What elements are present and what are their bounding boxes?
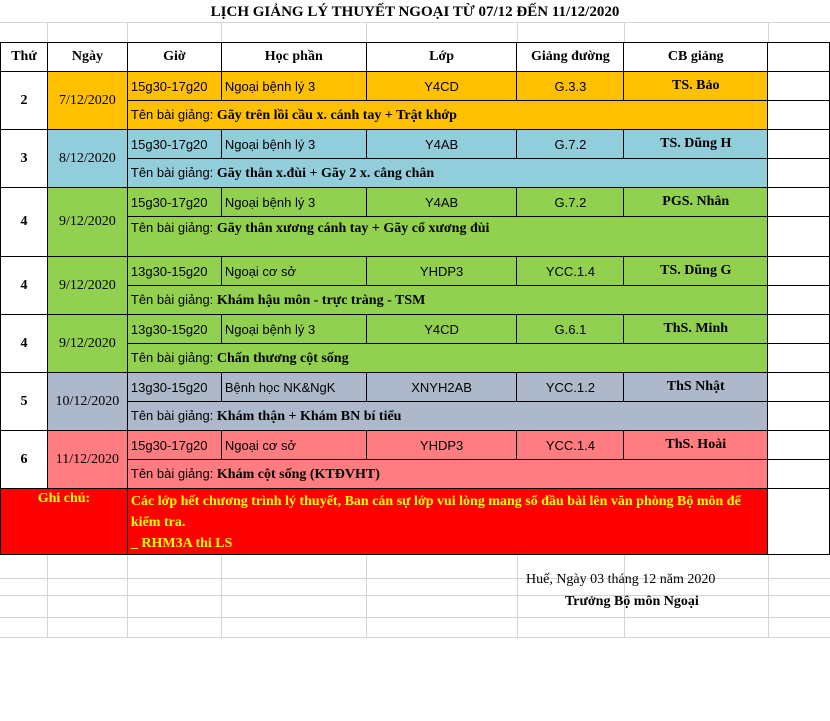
empty-cell[interactable] xyxy=(768,431,830,460)
lecturer-cell[interactable]: TS. Dũng H xyxy=(624,130,768,159)
header-cb-giang[interactable]: CB giảng xyxy=(624,43,768,72)
class-cell[interactable]: XNYH2AB xyxy=(366,373,517,402)
note-text[interactable] xyxy=(127,489,767,555)
empty-cell[interactable] xyxy=(768,257,830,286)
header-thu[interactable]: Thứ xyxy=(1,43,48,72)
lesson-title: Gãy thân x.đùi + Gãy 2 x. cẳng chân xyxy=(216,165,435,181)
class-cell[interactable]: Y4CD xyxy=(366,315,517,344)
empty-cell[interactable] xyxy=(768,286,830,315)
lecturer-cell[interactable]: TS. Dũng G xyxy=(624,257,768,286)
class-cell[interactable]: Y4AB xyxy=(366,130,517,159)
thu-cell[interactable]: 4 xyxy=(1,315,48,373)
thu-cell[interactable]: 4 xyxy=(1,188,48,257)
lesson-prefix: Tên bài giảng: xyxy=(130,291,217,307)
lesson-title: Gãy thân xương cánh tay + Gãy cổ xương đùi xyxy=(216,221,490,236)
header-gio[interactable]: Giờ xyxy=(127,43,221,72)
date-cell[interactable]: 9/12/2020 xyxy=(47,257,127,315)
course-cell[interactable]: Ngoại cơ sở xyxy=(221,431,366,460)
time-cell[interactable]: 15g30-17g20 xyxy=(127,431,221,460)
empty-cell[interactable] xyxy=(768,217,830,257)
course-cell[interactable]: Ngoại cơ sở xyxy=(221,257,366,286)
empty-cell[interactable] xyxy=(768,489,830,555)
footer-date: Huế, Ngày 03 tháng 12 năm 2020 xyxy=(526,572,716,587)
lecturer-cell[interactable]: ThS Nhật xyxy=(624,373,768,402)
lesson-cell[interactable] xyxy=(127,402,767,431)
note-row xyxy=(1,489,830,555)
course-cell[interactable]: Ngoại bệnh lý 3 xyxy=(221,188,366,217)
lecturer-cell[interactable]: ThS. Minh xyxy=(624,315,768,344)
class-cell[interactable]: YHDP3 xyxy=(366,431,517,460)
schedule-table xyxy=(0,42,830,555)
page-title: LỊCH GIẢNG LÝ THUYẾT NGOẠI TỪ 07/12 ĐẾN 11/12/2020 xyxy=(210,4,620,20)
course-cell[interactable]: Bệnh học NK&NgK xyxy=(221,373,366,402)
schedule-row xyxy=(1,315,830,344)
room-cell[interactable]: G.7.2 xyxy=(517,130,624,159)
note-line-2: _ RHM3A thi LS xyxy=(130,536,233,551)
date-cell[interactable]: 10/12/2020 xyxy=(47,373,127,431)
lesson-cell[interactable] xyxy=(127,344,767,373)
empty-cell[interactable] xyxy=(768,101,830,130)
room-cell[interactable]: G.6.1 xyxy=(517,315,624,344)
empty-cell[interactable] xyxy=(768,130,830,159)
lecturer-cell[interactable]: TS. Bảo xyxy=(624,72,768,101)
time-cell[interactable]: 15g30-17g20 xyxy=(127,72,221,101)
thu-cell[interactable]: 6 xyxy=(1,431,48,489)
lesson-title: Gãy trên lồi cầu x. cánh tay + Trật khớp xyxy=(216,107,457,123)
header-lop[interactable]: Lớp xyxy=(366,43,517,72)
class-cell[interactable]: YHDP3 xyxy=(366,257,517,286)
date-cell[interactable]: 9/12/2020 xyxy=(47,315,127,373)
lesson-title: Khám hậu môn - trực tràng - TSM xyxy=(216,292,426,308)
thu-cell[interactable]: 5 xyxy=(1,373,48,431)
lesson-cell[interactable] xyxy=(127,286,767,315)
thu-cell[interactable]: 3 xyxy=(1,130,48,188)
room-cell[interactable]: G.3.3 xyxy=(517,72,624,101)
thu-cell[interactable]: 4 xyxy=(1,257,48,315)
lesson-prefix: Tên bài giảng: xyxy=(130,106,217,122)
header-giang-duong[interactable]: Giảng đường xyxy=(517,43,624,72)
lecturer-cell[interactable]: PGS. Nhân xyxy=(624,188,768,217)
course-cell[interactable]: Ngoại bệnh lý 3 xyxy=(221,130,366,159)
room-cell[interactable]: YCC.1.4 xyxy=(517,257,624,286)
empty-cell[interactable] xyxy=(768,72,830,101)
lesson-cell[interactable] xyxy=(127,159,767,188)
header-ngay[interactable]: Ngày xyxy=(47,43,127,72)
date-cell[interactable]: 9/12/2020 xyxy=(47,188,127,257)
empty-cell[interactable] xyxy=(768,344,830,373)
time-cell[interactable]: 13g30-15g20 xyxy=(127,257,221,286)
lesson-cell[interactable] xyxy=(127,460,767,489)
time-cell[interactable]: 15g30-17g20 xyxy=(127,188,221,217)
lesson-prefix: Tên bài giảng: xyxy=(130,465,217,481)
class-cell[interactable]: Y4CD xyxy=(366,72,517,101)
course-cell[interactable]: Ngoại bệnh lý 3 xyxy=(221,315,366,344)
empty-cell[interactable] xyxy=(768,159,830,188)
lesson-title: Khám thận + Khám BN bí tiểu xyxy=(216,408,402,424)
lesson-title: Chấn thương cột sống xyxy=(216,350,349,366)
table-header-row xyxy=(1,43,830,72)
empty-cell[interactable] xyxy=(768,373,830,402)
lesson-prefix: Tên bài giảng: xyxy=(130,220,217,235)
empty-cell[interactable] xyxy=(768,460,830,489)
note-label[interactable]: Ghi chú: xyxy=(1,489,128,555)
thu-cell[interactable]: 2 xyxy=(1,72,48,130)
empty-cell[interactable] xyxy=(768,43,830,72)
empty-cell[interactable] xyxy=(768,315,830,344)
time-cell[interactable]: 13g30-15g20 xyxy=(127,315,221,344)
course-cell[interactable]: Ngoại bệnh lý 3 xyxy=(221,72,366,101)
schedule-row xyxy=(1,373,830,402)
schedule-row xyxy=(1,431,830,460)
schedule-row xyxy=(1,188,830,217)
time-cell[interactable]: 13g30-15g20 xyxy=(127,373,221,402)
time-cell[interactable]: 15g30-17g20 xyxy=(127,130,221,159)
schedule-row xyxy=(1,130,830,159)
lecturer-cell[interactable]: ThS. Hoài xyxy=(624,431,768,460)
date-cell[interactable]: 8/12/2020 xyxy=(47,130,127,188)
lesson-prefix: Tên bài giảng: xyxy=(130,164,217,180)
lesson-prefix: Tên bài giảng: xyxy=(130,407,217,423)
lesson-cell[interactable] xyxy=(127,217,767,257)
schedule-row xyxy=(1,72,830,101)
empty-cell[interactable] xyxy=(768,188,830,217)
empty-cell[interactable] xyxy=(768,402,830,431)
note-line-1: Các lớp hết chương trình lý thuyết, Ban cán sự lớp vui lòng mang sổ đầu bài lên văn phòng Bộ môn để kiểm tra. xyxy=(130,494,741,530)
footer-signer: Trưởng Bộ môn Ngoại xyxy=(565,594,699,609)
class-cell[interactable]: Y4AB xyxy=(366,188,517,217)
lesson-title: Khám cột sống (KTĐVHT) xyxy=(216,466,380,482)
room-cell[interactable]: G.7.2 xyxy=(517,188,624,217)
room-cell[interactable]: YCC.1.2 xyxy=(517,373,624,402)
header-hoc-phan[interactable]: Học phần xyxy=(221,43,366,72)
date-cell[interactable]: 11/12/2020 xyxy=(47,431,127,489)
lesson-cell[interactable] xyxy=(127,101,767,130)
schedule-row xyxy=(1,257,830,286)
lesson-prefix: Tên bài giảng: xyxy=(130,349,217,365)
room-cell[interactable]: YCC.1.4 xyxy=(517,431,624,460)
date-cell[interactable]: 7/12/2020 xyxy=(47,72,127,130)
